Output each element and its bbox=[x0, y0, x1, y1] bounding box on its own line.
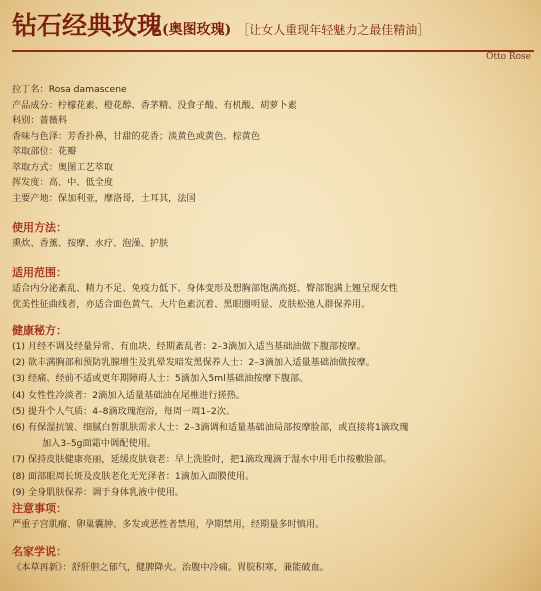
info-origin: 主要产地：保加利亚，摩洛哥，土耳其，法国 bbox=[12, 192, 196, 204]
secret-item: (2) 欲丰满胸部和预防乳腺增生及乳晕发暗发黑保养人士：2–3滴加入适量基础油做按摩。 bbox=[12, 357, 375, 369]
title-divider bbox=[12, 50, 534, 52]
secret-item: (5) 提升个人气质：4–8滴玫瑰泡浴，每周一周1–2次。 bbox=[12, 405, 236, 417]
title-row bbox=[12, 6, 534, 42]
info-ingredients: 产品成分：柠檬花素、橙花醇、香茅精、没食子酸、有机酸、胡萝卜素 bbox=[12, 99, 297, 111]
secret-item: (9) 全身肌肤保养：调于身体乳液中使用。 bbox=[12, 486, 185, 498]
scope-line: 适合内分泌紊乱、精力不足、免疫力低下、身体变形及想胸部饱满高挺、臀部饱满上翘呈现女性 bbox=[12, 283, 398, 294]
info-volatility: 挥发度：高、中、低全度 bbox=[12, 177, 114, 188]
quote-text: 《本草再新》：舒肝胆之郁气，健脾降火。治腹中冷痛。胃脘积寒，兼能破血。 bbox=[12, 562, 329, 573]
scope-line: 优美性征曲线者，亦适合面色黄气、大片色素沉着、黑眼圈明显、皮肤松弛人群保养用。 bbox=[12, 298, 371, 310]
scope-text bbox=[12, 281, 532, 312]
info-block bbox=[12, 82, 532, 206]
quote-heading: 名家学说： bbox=[12, 545, 67, 558]
secret-item: (6) 有保湿抗皱、细腻白皙肌肤需求人士：2–3滴调和适量基础油局部按摩脸部，或直接将1滴玫瑰 bbox=[12, 422, 409, 434]
scope-heading: 适用范围： bbox=[12, 266, 67, 279]
secret-item: (3) 经痛、经前不适或更年期障碍人士：5滴加入5ml基础油按摩下腹部。 bbox=[12, 373, 309, 385]
title-alias: (奥图玫瑰) bbox=[162, 22, 232, 38]
secret-item-continued: 加入3–5g面霜中调配使用。 bbox=[42, 438, 156, 450]
info-family: 科别：蔷薇科 bbox=[12, 115, 68, 126]
secrets-heading: 健康秘方： bbox=[12, 324, 67, 337]
title-tagline: ［让女人重现年轻魅力之最佳精油］ bbox=[237, 23, 430, 37]
english-name: Otto Rose bbox=[485, 52, 531, 62]
info-extract-method: 萃取方式：奥图工艺萃取 bbox=[12, 161, 114, 173]
info-scent-color: 香味与色泽：芳香扑鼻，甘甜的花香；淡黄色或黄色、棕黄色 bbox=[12, 130, 261, 142]
secret-item: (8) 面部眼周长斑及皮肤老化无光泽者：1滴加入面膜使用。 bbox=[12, 470, 255, 482]
usage-text: 熏炊、香薰、按摩、水疗、泡澡、护肤 bbox=[12, 238, 169, 249]
notes-heading: 注意事项： bbox=[12, 502, 67, 515]
secrets-list bbox=[12, 339, 532, 501]
page-title: 钻石经典玫瑰 bbox=[12, 11, 163, 40]
secret-item: (4) 女性性冷淡者：2滴加入适量基础油在尾椎进行搓热。 bbox=[12, 389, 246, 401]
info-extract-part: 萃取部位：花瓣 bbox=[12, 146, 77, 157]
secret-item: (1) 月经不调及经量异常、有血块、经期紊乱者：2–3滴加入适当基础油做下腹部按摩。 bbox=[12, 341, 366, 352]
secret-item: (7) 保持皮肤健康亮丽，延缓皮肤衰老：早上洗脸时，把1滴玫瑰滴于湿水中用毛巾按敷脸部。 bbox=[12, 454, 393, 466]
info-latin-name: 拉丁名：Rosa damascene bbox=[12, 84, 127, 95]
notes-text: 严重子宫肌瘤、卵巢囊肿、多发或恶性者禁用，孕期禁用，经期量多时慎用。 bbox=[12, 519, 325, 530]
usage-heading: 使用方法： bbox=[12, 221, 67, 234]
